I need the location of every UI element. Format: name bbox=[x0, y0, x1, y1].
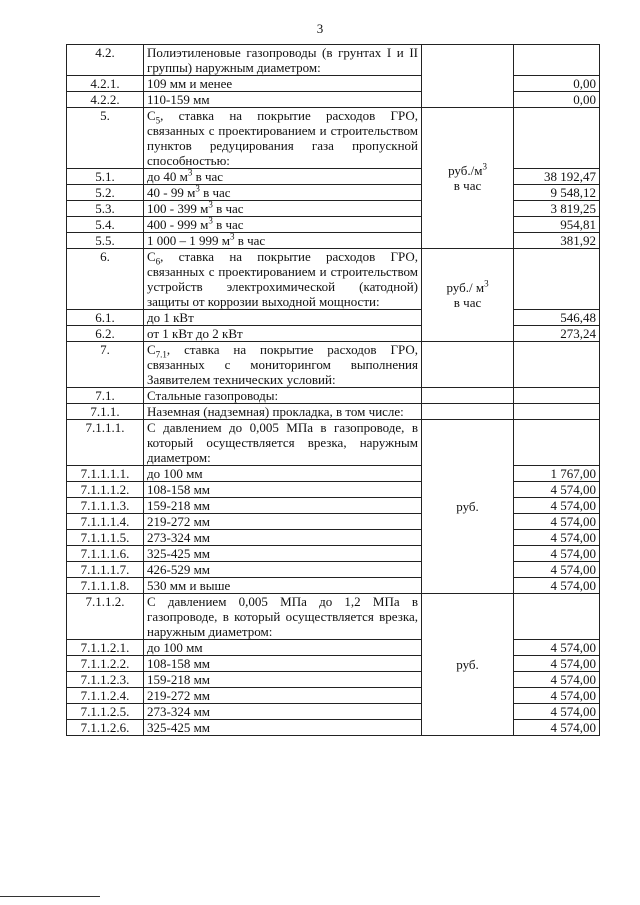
table-row bbox=[67, 342, 600, 388]
row-number: 7.1.1.2.4. bbox=[67, 688, 144, 704]
row-value: 4 574,00 bbox=[514, 546, 600, 562]
row-description: 426-529 мм bbox=[144, 562, 422, 578]
row-value: 4 574,00 bbox=[514, 530, 600, 546]
row-value: 4 574,00 bbox=[514, 672, 600, 688]
table-row bbox=[67, 388, 600, 404]
row-value: 546,48 bbox=[514, 310, 600, 326]
row-value: 381,92 bbox=[514, 233, 600, 249]
row-description: 273-324 мм bbox=[144, 704, 422, 720]
row-value: 4 574,00 bbox=[514, 656, 600, 672]
row-number: 5.3. bbox=[67, 201, 144, 217]
table-row bbox=[67, 656, 600, 672]
row-number: 7.1.1.1.5. bbox=[67, 530, 144, 546]
row-number: 7.1.1. bbox=[67, 404, 144, 420]
row-value: 4 574,00 bbox=[514, 482, 600, 498]
table-row bbox=[67, 185, 600, 201]
row-description: 530 мм и выше bbox=[144, 578, 422, 594]
table-row bbox=[67, 92, 600, 108]
table-row bbox=[67, 326, 600, 342]
row-number: 7.1.1.2.5. bbox=[67, 704, 144, 720]
row-number: 7.1.1.1.7. bbox=[67, 562, 144, 578]
row-number: 7.1.1.1.1. bbox=[67, 466, 144, 482]
row-value bbox=[514, 404, 600, 420]
row-number: 5.2. bbox=[67, 185, 144, 201]
row-value: 4 574,00 bbox=[514, 704, 600, 720]
row-description: 1 000 – 1 999 $м^3$ в час bbox=[144, 233, 422, 249]
unit-cell: руб./ $м^3$ в час bbox=[422, 249, 514, 342]
row-number: 5.1. bbox=[67, 169, 144, 185]
row-value bbox=[514, 594, 600, 640]
row-description: до 40 $м^3$ в час bbox=[144, 169, 422, 185]
row-value bbox=[514, 342, 600, 388]
row-number: 4.2.2. bbox=[67, 92, 144, 108]
row-value: 954,81 bbox=[514, 217, 600, 233]
row-number: 7.1.1.1.2. bbox=[67, 482, 144, 498]
row-description: 159-218 мм bbox=[144, 672, 422, 688]
row-number: 7. bbox=[67, 342, 144, 388]
row-description: Полиэтиленовые газопроводы (в грунтах I и II группы) наружным диаметром: bbox=[144, 45, 422, 76]
unit-cell: руб. bbox=[422, 420, 514, 594]
table-row bbox=[67, 498, 600, 514]
row-number: 7.1.1.2.1. bbox=[67, 640, 144, 656]
footnote-divider bbox=[0, 896, 100, 897]
row-value: 0,00 bbox=[514, 92, 600, 108]
row-value bbox=[514, 45, 600, 76]
unit-cell: руб. bbox=[422, 594, 514, 736]
table-row bbox=[67, 217, 600, 233]
row-value: 4 574,00 bbox=[514, 562, 600, 578]
row-description: 108-158 мм bbox=[144, 656, 422, 672]
row-description: 108-158 мм bbox=[144, 482, 422, 498]
table-row bbox=[67, 108, 600, 169]
row-value: 9 548,12 bbox=[514, 185, 600, 201]
table-row bbox=[67, 45, 600, 76]
row-value bbox=[514, 249, 600, 310]
table-row bbox=[67, 201, 600, 217]
table-row bbox=[67, 76, 600, 92]
row-value bbox=[514, 388, 600, 404]
row-value: 0,00 bbox=[514, 76, 600, 92]
table-row bbox=[67, 562, 600, 578]
row-description: С давлением 0,005 МПа до 1,2 МПа в газопроводе, в который осуществляется врезка, наружным диаметром: bbox=[144, 594, 422, 640]
row-number: 7.1.1.2. bbox=[67, 594, 144, 640]
unit-cell bbox=[422, 404, 514, 420]
row-description: до 1 кВт bbox=[144, 310, 422, 326]
row-value: 4 574,00 bbox=[514, 640, 600, 656]
row-description: 325-425 мм bbox=[144, 546, 422, 562]
row-description: 400 - 999 $м^3$ в час bbox=[144, 217, 422, 233]
row-description: 100 - 399 $м^3$ в час bbox=[144, 201, 422, 217]
row-number: 5.5. bbox=[67, 233, 144, 249]
table-row bbox=[67, 672, 600, 688]
row-value: 4 574,00 bbox=[514, 578, 600, 594]
row-value bbox=[514, 420, 600, 466]
table-row bbox=[67, 249, 600, 310]
unit-cell bbox=[422, 342, 514, 388]
unit-cell: $руб./м^3$ в час bbox=[422, 108, 514, 249]
row-value: 273,24 bbox=[514, 326, 600, 342]
row-description: до 100 мм bbox=[144, 466, 422, 482]
row-description: 219-272 мм bbox=[144, 688, 422, 704]
row-description: $C_6$, ставка на покрытие расходов ГРО, связанных с проектированием и строительством устройств электрохимической (катодной) защиты от коррозии выходной мощности: bbox=[144, 249, 422, 310]
row-description: 110-159 мм bbox=[144, 92, 422, 108]
table-row bbox=[67, 594, 600, 640]
table-row bbox=[67, 546, 600, 562]
table-row bbox=[67, 169, 600, 185]
row-value: 4 574,00 bbox=[514, 720, 600, 736]
row-description: Стальные газопроводы: bbox=[144, 388, 422, 404]
table-row bbox=[67, 420, 600, 466]
row-description: Наземная (надземная) прокладка, в том числе: bbox=[144, 404, 422, 420]
table-row bbox=[67, 578, 600, 594]
row-value: 4 574,00 bbox=[514, 688, 600, 704]
row-number: 6.2. bbox=[67, 326, 144, 342]
table-row bbox=[67, 640, 600, 656]
row-description: 325-425 мм bbox=[144, 720, 422, 736]
row-value: 4 574,00 bbox=[514, 498, 600, 514]
row-description: до 100 мм bbox=[144, 640, 422, 656]
table-row bbox=[67, 310, 600, 326]
tariff-table bbox=[66, 44, 600, 736]
row-number: 6.1. bbox=[67, 310, 144, 326]
row-number: 7.1. bbox=[67, 388, 144, 404]
row-value: 4 574,00 bbox=[514, 514, 600, 530]
row-number: 5. bbox=[67, 108, 144, 169]
table-row bbox=[67, 514, 600, 530]
row-number: 4.2.1. bbox=[67, 76, 144, 92]
row-description: $C_5$, ставка на покрытие расходов ГРО, связанных с проектированием и строительством пунктов редуцирования газа пропускной способностью: bbox=[144, 108, 422, 169]
row-value: 38 192,47 bbox=[514, 169, 600, 185]
row-number: 7.1.1.1.3. bbox=[67, 498, 144, 514]
table-row bbox=[67, 404, 600, 420]
unit-cell bbox=[422, 45, 514, 108]
row-number: 7.1.1.1.8. bbox=[67, 578, 144, 594]
row-number: 7.1.1.2.6. bbox=[67, 720, 144, 736]
table-row bbox=[67, 466, 600, 482]
row-number: 5.4. bbox=[67, 217, 144, 233]
row-description: от 1 кВт до 2 кВт bbox=[144, 326, 422, 342]
row-number: 7.1.1.2.2. bbox=[67, 656, 144, 672]
row-number: 7.1.1.1.6. bbox=[67, 546, 144, 562]
table-row bbox=[67, 704, 600, 720]
row-value bbox=[514, 108, 600, 169]
row-description: 273-324 мм bbox=[144, 530, 422, 546]
table-row bbox=[67, 233, 600, 249]
table-row bbox=[67, 688, 600, 704]
row-value: 3 819,25 bbox=[514, 201, 600, 217]
table-row bbox=[67, 720, 600, 736]
unit-cell bbox=[422, 388, 514, 404]
table-row bbox=[67, 530, 600, 546]
row-number: 6. bbox=[67, 249, 144, 310]
row-number: 7.1.1.2.3. bbox=[67, 672, 144, 688]
row-value: 1 767,00 bbox=[514, 466, 600, 482]
row-description: $C_{7.1}$, ставка на покрытие расходов ГРО, связанных с мониторингом выполнения Заявителем технических условий: bbox=[144, 342, 422, 388]
row-description: 109 мм и менее bbox=[144, 76, 422, 92]
row-description: С давлением до 0,005 МПа в газопроводе, в который осуществляется врезка, наружным диаметром: bbox=[144, 420, 422, 466]
row-description: 219-272 мм bbox=[144, 514, 422, 530]
table-row bbox=[67, 482, 600, 498]
row-number: 7.1.1.1.4. bbox=[67, 514, 144, 530]
page-number: 3 bbox=[316, 21, 324, 36]
row-description: 40 - 99 $м^3$ в час bbox=[144, 185, 422, 201]
row-number: 7.1.1.1. bbox=[67, 420, 144, 466]
row-description: 159-218 мм bbox=[144, 498, 422, 514]
row-number: 4.2. bbox=[67, 45, 144, 76]
